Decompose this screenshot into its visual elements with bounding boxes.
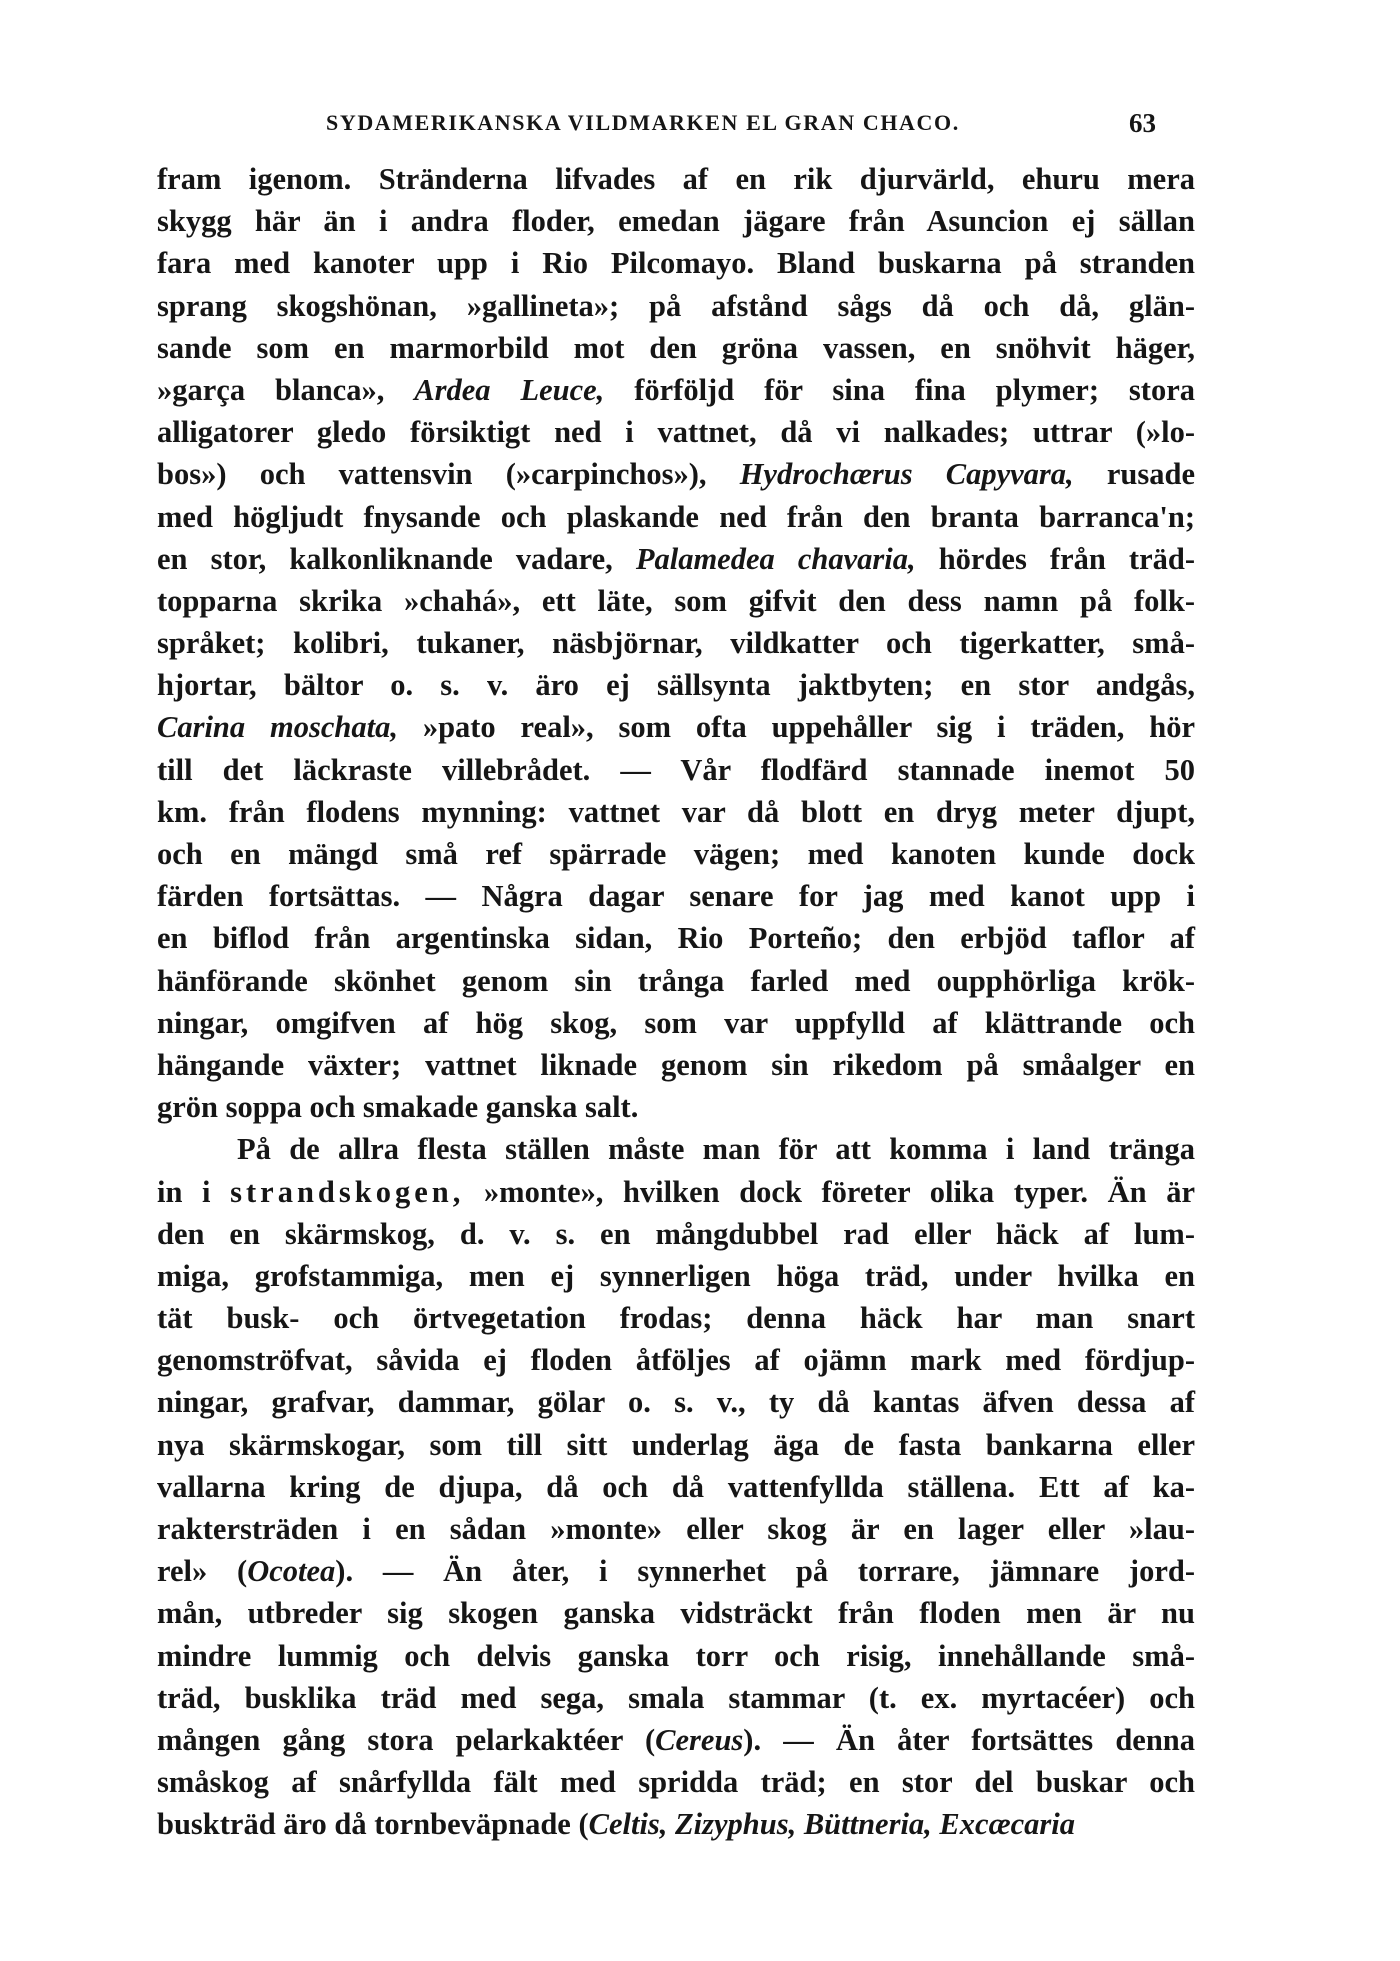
body-text xyxy=(157,158,1195,1846)
text-span: hördes från träd- xyxy=(915,541,1195,576)
text-line xyxy=(157,1171,1195,1213)
text-line: fara med kanoter upp i Rio Pilcomayo. Bland buskarna på stranden xyxy=(157,246,1195,281)
text-span: bos») och vattensvin (»carpinchos»), xyxy=(157,457,740,492)
text-line: km. från flodens mynning: vattnet var då blott en dryg meter djupt, xyxy=(157,794,1195,829)
text-line xyxy=(157,706,1195,748)
text-line: grön soppa och smakade ganska salt. xyxy=(157,1090,639,1125)
species-name: Ardea Leuce, xyxy=(414,372,605,407)
text-line xyxy=(157,1550,1195,1592)
text-span: rusade xyxy=(1073,457,1196,492)
text-line: tät busk- och örtvegetation frodas; denna häck har man snart xyxy=(157,1301,1195,1336)
text-line: fram igenom. Stränderna lifvades af en rik djurvärld, ehuru mera xyxy=(157,162,1195,196)
text-span: mången gång stora pelarkaktéer ( xyxy=(157,1722,656,1757)
species-name: Cereus xyxy=(655,1722,744,1757)
text-line: sande som en marmorbild mot den gröna vassen, en snöhvit häger, xyxy=(157,330,1195,365)
text-span: ). — Än åter fortsättes denna xyxy=(743,1722,1195,1757)
text-span: rel» ( xyxy=(157,1554,248,1589)
text-line: topparna skrika »chahá», ett läte, som gifvit den dess namn på folk- xyxy=(157,583,1195,618)
species-name: Hydrochærus Capyvara, xyxy=(739,457,1074,492)
species-name: Celtis, Zizyphus, Büttneria, Excæcaria xyxy=(588,1807,1075,1842)
text-line: raktersträden i en sådan »monte» eller skog är en lager eller »lau- xyxy=(157,1512,1195,1546)
text-span: förföljd för sina fina plymer; stora xyxy=(604,372,1195,407)
text-line: hängande växter; vattnet liknade genom sin rikedom på småalger en xyxy=(157,1047,1195,1082)
text-line: genomströfvat, såvida ej floden åtföljes af ojämn mark med fördjup- xyxy=(157,1343,1195,1378)
text-line: färden fortsättas. — Några dagar senare for jag med kanot upp i xyxy=(157,879,1195,914)
text-line: ningar, grafvar, dammar, gölar o. s. v., ty då kantas äfven dessa af xyxy=(157,1385,1195,1420)
text-line xyxy=(157,369,1195,411)
text-line xyxy=(157,453,1195,495)
text-span: en stor, kalkonliknande vadare, xyxy=(157,541,636,576)
page-number: 63 xyxy=(1129,108,1156,138)
text-line: alligatorer gledo försiktigt ned i vattnet, då vi nalkades; uttrar (»lo- xyxy=(157,415,1195,450)
running-head xyxy=(326,103,1156,143)
running-title: SYDAMERIKANSKA VILDMARKEN EL GRAN CHACO. xyxy=(326,110,960,135)
paragraph-2 xyxy=(157,1128,1195,1845)
text-line: skygg här än i andra floder, emedan jägare från Asuncion ej sällan xyxy=(157,204,1195,239)
text-line: hjortar, bältor o. s. v. äro ej sällsynta jaktbyten; en stor andgås, xyxy=(157,668,1195,703)
text-line: språket; kolibri, tukaner, näsbjörnar, vildkatter och tigerkatter, små- xyxy=(157,626,1195,661)
spaced-term: strandskogen, xyxy=(230,1174,465,1209)
paragraph-1 xyxy=(157,158,1195,1128)
text-line: småskog af snårfyllda fält med spridda träd; en stor del buskar och xyxy=(157,1765,1195,1800)
text-line: en biflod från argentinska sidan, Rio Porteño; den erbjöd taflor af xyxy=(157,921,1195,956)
text-line: hänförande skönhet genom sin trånga farled med oupphörliga krök- xyxy=(157,963,1195,998)
text-line: nya skärmskogar, som till sitt underlag äga de fasta bankarna eller xyxy=(157,1427,1195,1462)
text-span: ). — Än åter, i synnerhet på torrare, jämnare jord- xyxy=(335,1554,1195,1589)
text-line: På de allra flesta ställen måste man för att komma i land tränga xyxy=(237,1132,1195,1167)
text-line: mindre lummig och delvis ganska torr och risig, innehållande små- xyxy=(157,1638,1195,1673)
text-line: och en mängd små ref spärrade vägen; med kanoten kunde dock xyxy=(157,837,1195,871)
text-line: mån, utbreder sig skogen ganska vidsträckt från floden men är nu xyxy=(157,1596,1195,1631)
species-name: Palamedea chavaria, xyxy=(635,541,916,576)
text-line: ningar, omgifven af hög skog, som var uppfylld af klättrande och xyxy=(157,1005,1195,1040)
text-line: med högljudt fnysande och plaskande ned från den branta barranca'n; xyxy=(157,499,1195,534)
text-line xyxy=(157,538,1195,580)
text-line: vallarna kring de djupa, då och då vattenfyllda ställena. Ett af ka- xyxy=(157,1469,1195,1504)
species-name: Ocotea xyxy=(247,1554,336,1589)
text-span: »garça blanca», xyxy=(157,372,415,407)
text-line xyxy=(157,1719,1195,1761)
text-line: till det läckraste villebrådet. — Vår flodfärd stannade inemot 50 xyxy=(157,752,1195,787)
species-name: Carina moschata, xyxy=(157,710,398,745)
text-span: »monte», hvilken dock företer olika typer. Än är xyxy=(464,1174,1195,1209)
text-span: »pato real», som ofta uppehåller sig i träden, hör xyxy=(397,710,1195,745)
text-line: miga, grofstammiga, men ej synnerligen höga träd, under hvilka en xyxy=(157,1258,1195,1293)
text-span: in i xyxy=(157,1174,231,1209)
text-line: den en skärmskog, d. v. s. en mångdubbel rad eller häck af lum- xyxy=(157,1216,1195,1251)
text-line: träd, busklika träd med sega, smala stammar (t. ex. myrtacéer) och xyxy=(157,1680,1195,1715)
text-span: buskträd äro då tornbeväpnade ( xyxy=(157,1807,589,1842)
text-line xyxy=(157,1803,1195,1845)
text-line: sprang skogshönan, »gallineta»; på afstånd sågs då och då, glän- xyxy=(157,288,1195,323)
